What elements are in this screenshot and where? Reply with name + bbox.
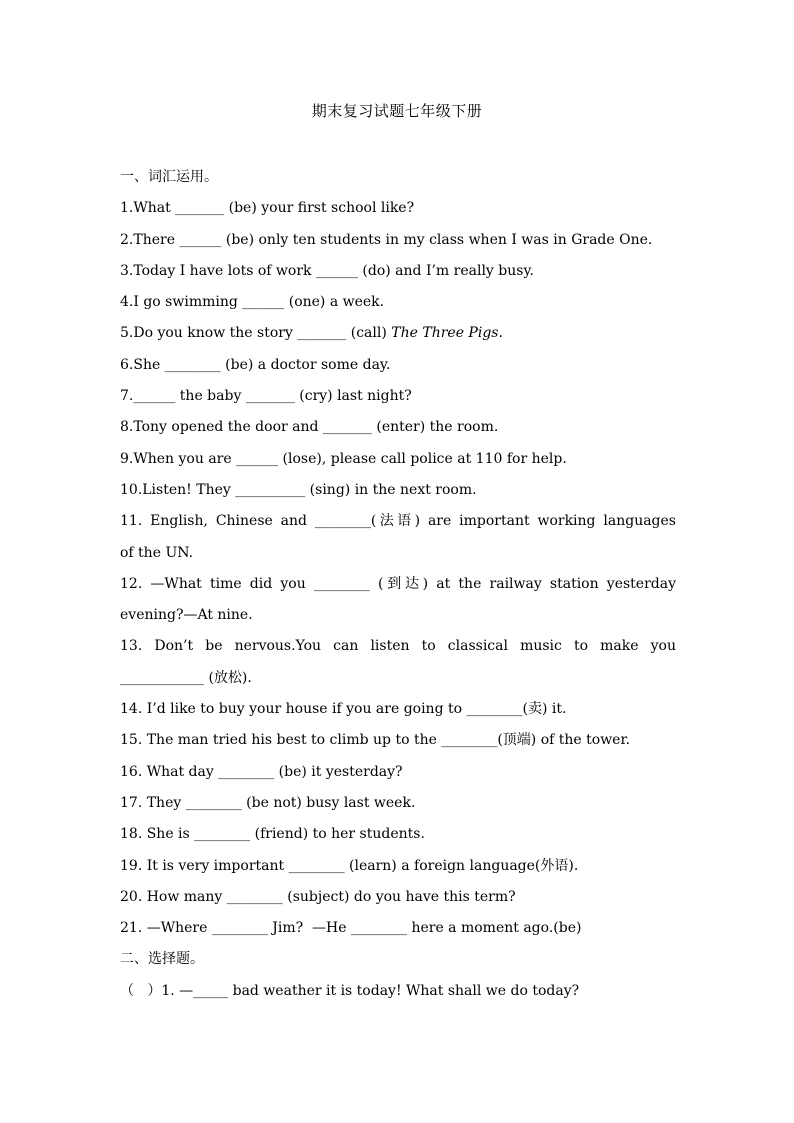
question-9: 9.When you are ______ (lose), please call police at 110 for help. [120, 450, 567, 467]
question-18: 18. She is ________ (friend) to her students. [120, 826, 425, 843]
question-2: 2.There ______ (be) only ten students in my class when I was in Grade One. [120, 231, 653, 248]
question-15: 15. The man tried his best to climb up to the ________(顶端) of the tower. [120, 732, 631, 749]
question-17: 17. They ________ (be not) busy last week. [120, 794, 416, 811]
exercise-body [120, 162, 676, 1007]
question-12-cont: evening?—At nine. [120, 607, 253, 624]
question-7: 7.______ the baby _______ (cry) last night? [120, 388, 412, 405]
question-4: 4.I go swimming ______ (one) a week. [120, 294, 385, 311]
question-13: 13. Don’t be nervous.You can listen to classical music to make you [120, 638, 676, 655]
question-6: 6.She ________ (be) a doctor some day. [120, 356, 391, 373]
question-16: 16. What day ________ (be) it yesterday? [120, 763, 403, 780]
question-11: 11. English, Chinese and ________(法语) are important working languages [120, 513, 676, 530]
question-3: 3.Today I have lots of work ______ (do) and I’m really busy. [120, 262, 534, 279]
page-title: 期末复习试题七年级下册 [311, 102, 483, 120]
question-8: 8.Tony opened the door and _______ (enter) the room. [120, 419, 499, 436]
question-10: 10.Listen! They __________ (sing) in the next room. [120, 481, 477, 498]
question-21: 21. —Where ________ Jim? —He ________ here a moment ago.(be) [120, 920, 582, 937]
question-13-cont: ____________ (放松). [120, 669, 252, 686]
question-14: 14. I’d like to buy your house if you are going to ________(卖) it. [120, 701, 567, 718]
question-20: 20. How many ________ (subject) do you have this term? [120, 888, 516, 905]
section-heading-vocabulary: 一、词汇运用。 [120, 169, 218, 185]
question-1: 1.What _______ (be) your first school like? [120, 200, 415, 217]
question-19: 19. It is very important ________ (learn) a foreign language(外语). [120, 857, 579, 874]
section-heading-multiple-choice: 二、选择题。 [120, 951, 204, 968]
question-11-cont: of the UN. [120, 544, 194, 561]
mc-question-1: （ ）1. —_____ bad weather it is today! What shall we do today? [120, 982, 580, 999]
question-5 [120, 318, 676, 349]
question-5-text: 5.Do you know the story _______ (call) [120, 325, 392, 342]
question-12: 12. —What time did you ________ (到达) at the railway station yesterday [120, 575, 676, 592]
question-5-italic-title: The Three Pigs. [391, 325, 503, 342]
